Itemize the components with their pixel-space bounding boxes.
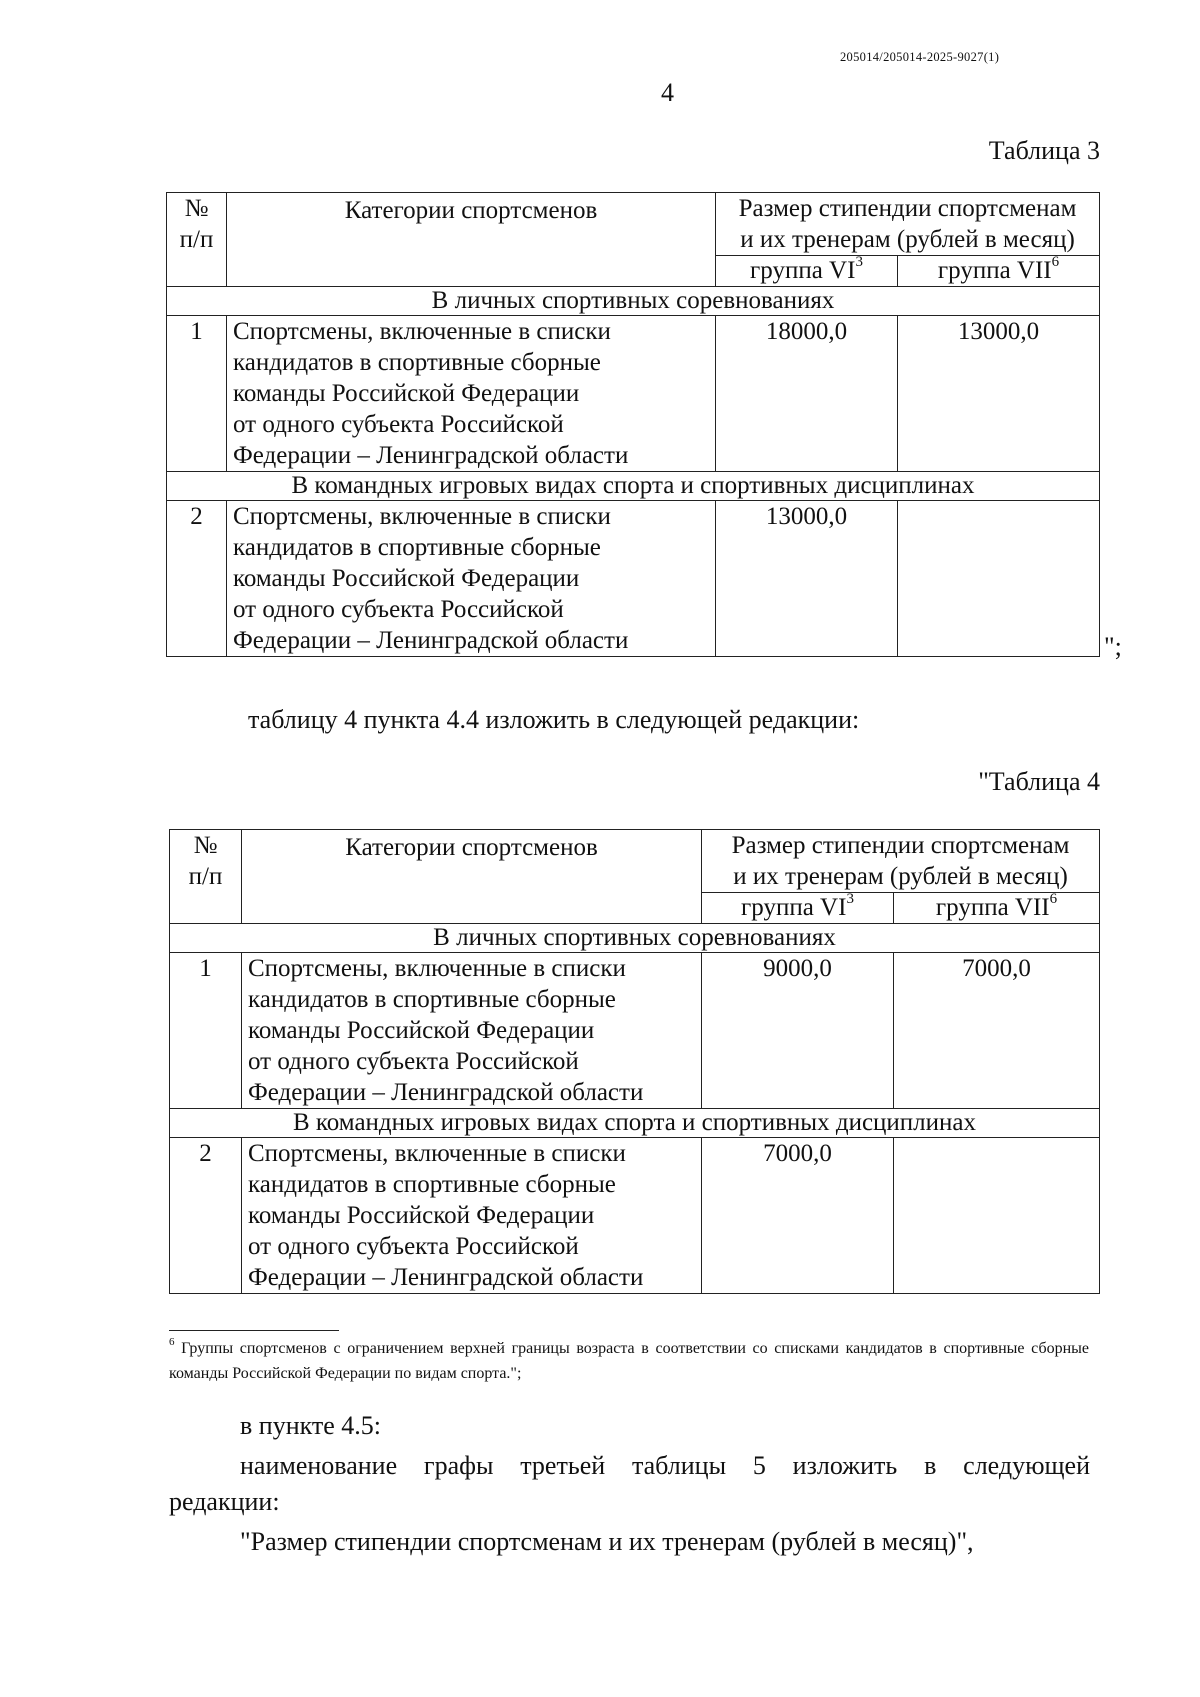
item-paragraph: в пункте 4.5: [240, 1411, 382, 1440]
table4 [169, 829, 1100, 1294]
footnote-separator [169, 1330, 339, 1331]
table4-header-num: № п/п [170, 830, 242, 924]
table4-group-b-sup: 6 [1049, 890, 1058, 907]
table3-row-category: Спортсмены, включенные в списки кандидатов в спортивные сборные команды Российской Федерации от одного субъекта Российской Федерации – Ленинградской области [227, 501, 716, 657]
footnote-marker: 6 [169, 1335, 175, 1348]
table3-row-value-a: 13000,0 [716, 501, 898, 657]
table3-section-title: В командных игровых видах спорта и спортивных дисциплинах [167, 472, 1100, 501]
table3-closing-mark: "; [1104, 632, 1122, 661]
table3-row [167, 501, 1100, 657]
table3-header-size-line1: Размер стипендии спортсменам [738, 195, 1077, 222]
table3-row-category: Спортсмены, включенные в списки кандидатов в спортивные сборные команды Российской Федерации от одного субъекта Российской Федерации – Ленинградской области [227, 316, 716, 472]
table4-group-a [702, 890, 894, 924]
table4-row-value-a: 9000,0 [702, 953, 894, 1109]
table4-row-value-b [894, 1138, 1100, 1294]
table3-group-a-sup: 3 [855, 253, 863, 270]
table3-group-a [716, 253, 898, 287]
table4-row-value-a: 7000,0 [702, 1138, 894, 1294]
table3-row-value-b [898, 501, 1100, 657]
footnote-text: Группы спортсменов с ограничением верхней границы возраста в соответствии со списками кандидатов в спортивные сборные команды Российской Федерации по видам спорта."; [169, 1340, 1090, 1382]
table3-header-num: № п/п [167, 193, 227, 287]
table4-header-size-line1: Размер стипендии спортсменам [731, 832, 1070, 859]
table4-group-b [894, 890, 1100, 924]
table4-row-value-b: 7000,0 [894, 953, 1100, 1109]
table3-row-value-b: 13000,0 [898, 316, 1100, 472]
table3-caption: Таблица 3 [988, 136, 1100, 165]
document-id: 205014/205014-2025-9027(1) [840, 50, 1000, 64]
table3-row-value-a: 18000,0 [716, 316, 898, 472]
table4-group-a-sup: 3 [846, 890, 854, 907]
table3-section-title: В личных спортивных соревнованиях [167, 287, 1100, 316]
table4-row-category: Спортсмены, включенные в списки кандидатов в спортивные сборные команды Российской Федерации от одного субъекта Российской Федерации – Ленинградской области [242, 953, 702, 1109]
table3-row-num: 1 [167, 316, 227, 472]
table3-group-b-label: группа VII [937, 257, 1052, 284]
table3 [166, 192, 1100, 657]
table4-row-num: 1 [170, 953, 242, 1109]
table4-row [170, 1138, 1100, 1294]
table3-group-a-label: группа VI [750, 257, 856, 284]
table3-group-b-sup: 6 [1051, 253, 1060, 270]
table4-header-size [702, 830, 1100, 893]
table4-group-a-label: группа VI [741, 894, 847, 921]
table3-row [167, 316, 1100, 472]
rename-paragraph-line1: наименование графы третьей таблицы 5 изложить в следующей [240, 1451, 1090, 1480]
table4-row-category: Спортсмены, включенные в списки кандидатов в спортивные сборные команды Российской Федерации от одного субъекта Российской Федерации – Ленинградской области [242, 1138, 702, 1294]
table4-header-size-line2: и их тренерам (рублей в месяц) [733, 863, 1068, 890]
table4-intro-paragraph: таблицу 4 пункта 4.4 изложить в следующей редакции: [248, 705, 860, 734]
quoted-column-name: "Размер стипендии спортсменам и их тренерам (рублей в месяц)", [240, 1527, 974, 1556]
table4-caption: "Таблица 4 [978, 767, 1100, 796]
table3-row-num: 2 [167, 501, 227, 657]
table4-section-title: В командных игровых видах спорта и спортивных дисциплинах [170, 1109, 1100, 1138]
table4-group-b-label: группа VII [935, 894, 1050, 921]
table3-header-size-line2: и их тренерам (рублей в месяц) [740, 226, 1075, 253]
table4-header-category: Категории спортсменов [242, 830, 702, 924]
table3-group-b [898, 253, 1100, 287]
table3-header-size [716, 193, 1100, 256]
table4-row [170, 953, 1100, 1109]
table3-header-category: Категории спортсменов [227, 193, 716, 287]
table4-row-num: 2 [170, 1138, 242, 1294]
rename-paragraph-line2: редакции: [169, 1487, 280, 1516]
page-number: 4 [661, 78, 674, 107]
table4-section-title: В личных спортивных соревнованиях [170, 924, 1100, 953]
footnote [169, 1336, 1089, 1386]
